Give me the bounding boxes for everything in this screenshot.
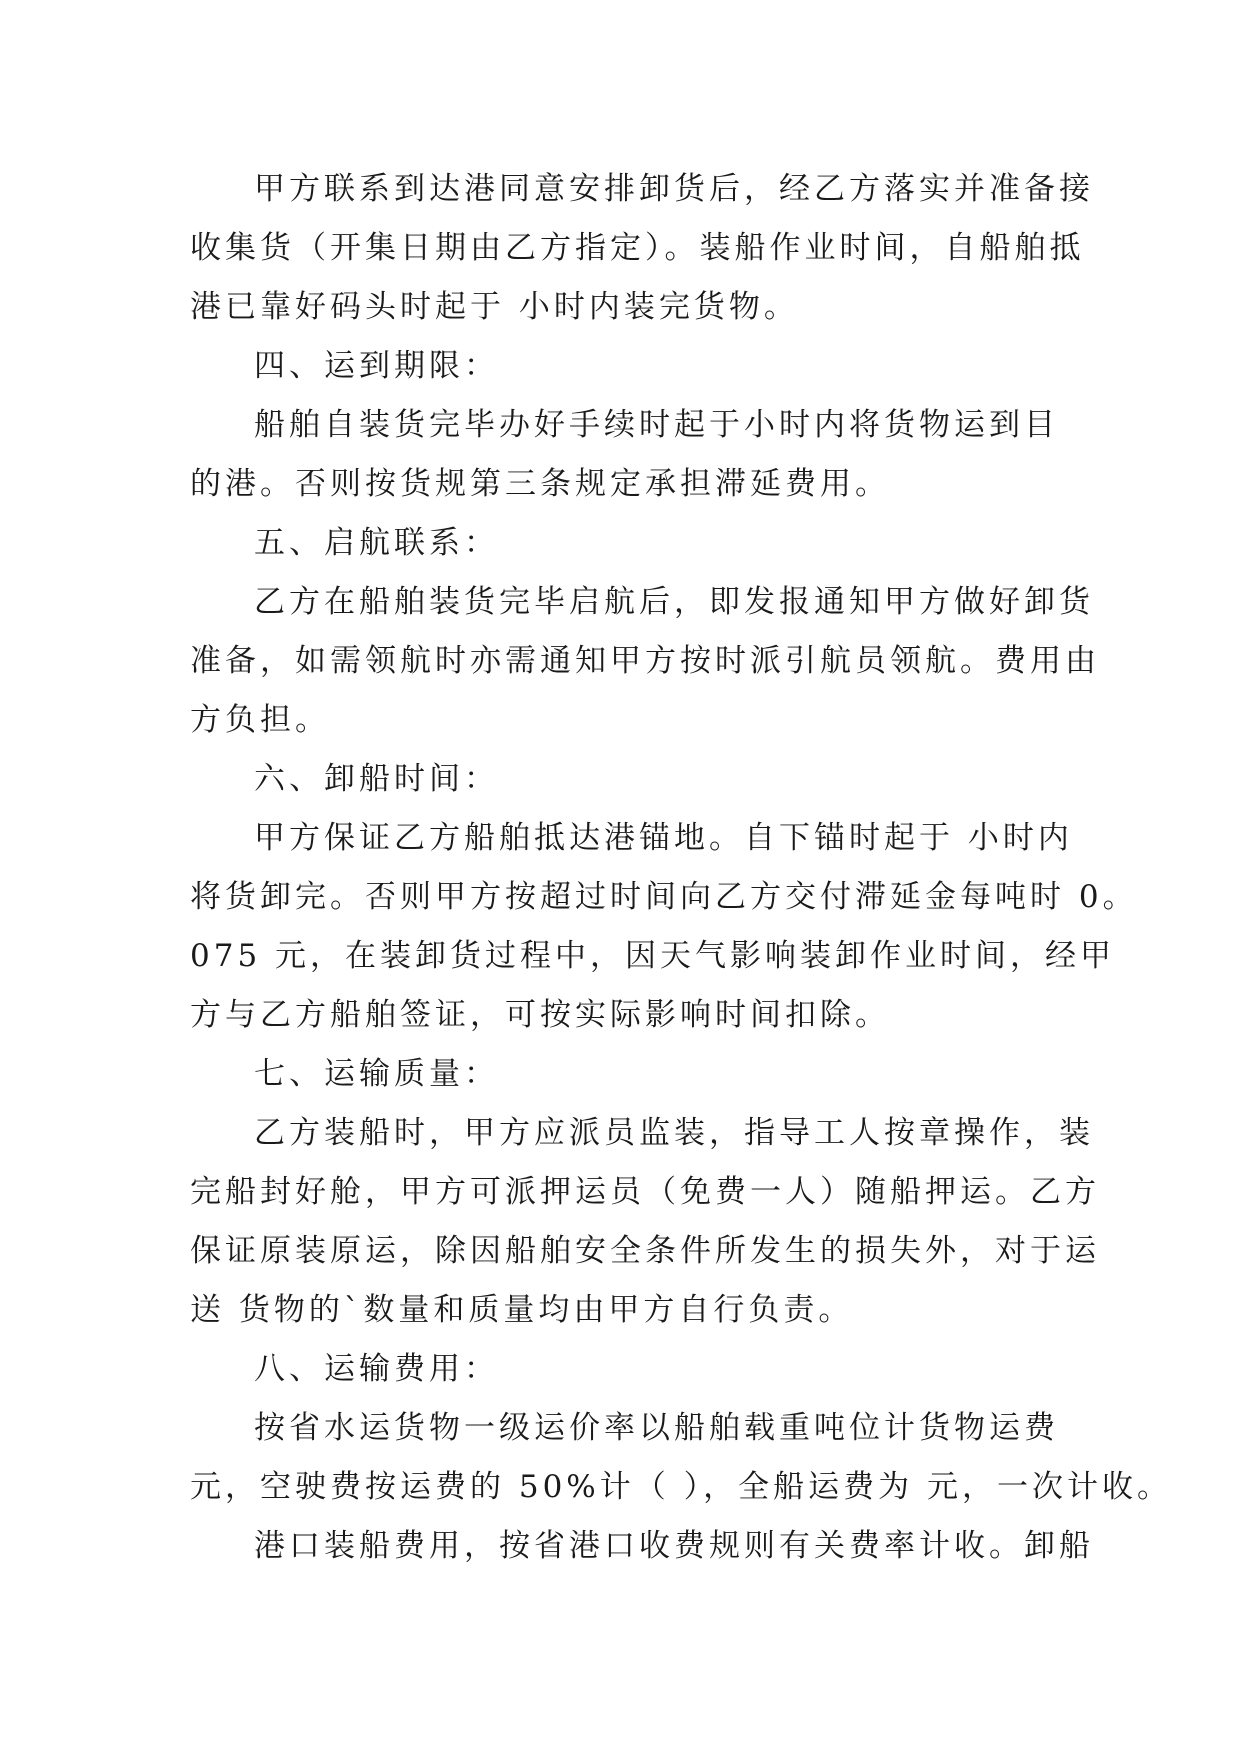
section-heading-transport-fees: 八、运输费用： xyxy=(254,1351,499,1387)
paragraph-line: 方与乙方船舶签证，可按实际影响时间扣除。 xyxy=(190,997,890,1033)
paragraph-line: 075 元，在装卸货过程中，因天气影响装卸作业时间，经甲 xyxy=(190,938,1116,974)
paragraph-line: 按省水运货物一级运价率以船舶载重吨位计货物运费 xyxy=(254,1410,1059,1446)
section-heading-delivery-period: 四、运到期限： xyxy=(254,348,499,384)
contract-text-body xyxy=(190,160,1172,1576)
paragraph-line: 甲方保证乙方船舶抵达港锚地。自下锚时起于 小时内 xyxy=(254,820,1073,856)
paragraph-line: 送 货物的`数量和质量均由甲方自行负责。 xyxy=(190,1292,854,1328)
paragraph-line: 方负担。 xyxy=(190,702,330,738)
paragraph-line: 乙方在船舶装货完毕启航后，即发报通知甲方做好卸货 xyxy=(254,584,1094,620)
section-heading-unloading-time: 六、卸船时间： xyxy=(254,761,499,797)
paragraph-line: 将货卸完。否则甲方按超过时间向乙方交付滞延金每吨时 0。 xyxy=(190,879,1138,915)
paragraph-line: 元，空驶费按运费的 50%计（ ），全船运费为 元，一次计收。 xyxy=(190,1469,1172,1505)
section-heading-departure-contact: 五、启航联系： xyxy=(254,525,499,561)
paragraph-line: 保证原装原运，除因船舶安全条件所发生的损失外，对于运 xyxy=(190,1233,1100,1269)
paragraph-line: 收集货（开集日期由乙方指定）。装船作业时间，自船舶抵 xyxy=(190,230,1085,266)
paragraph-line: 的港。否则按货规第三条规定承担滞延费用。 xyxy=(190,466,890,502)
paragraph-line: 船舶自装货完毕办好手续时起于小时内将货物运到目 xyxy=(254,407,1059,443)
paragraph-line: 乙方装船时，甲方应派员监装，指导工人按章操作，装 xyxy=(254,1115,1094,1151)
paragraph-line: 完船封好舱，甲方可派押运员（免费一人）随船押运。乙方 xyxy=(190,1174,1100,1210)
paragraph-line: 准备，如需领航时亦需通知甲方按时派引航员领航。费用由 xyxy=(190,643,1100,679)
paragraph-line: 港已靠好码头时起于 小时内装完货物。 xyxy=(190,289,799,325)
section-heading-transport-quality: 七、运输质量： xyxy=(254,1056,499,1092)
paragraph-line: 港口装船费用，按省港口收费规则有关费率计收。卸船 xyxy=(254,1528,1094,1564)
paragraph-line: 甲方联系到达港同意安排卸货后，经乙方落实并准备接 xyxy=(254,171,1094,207)
